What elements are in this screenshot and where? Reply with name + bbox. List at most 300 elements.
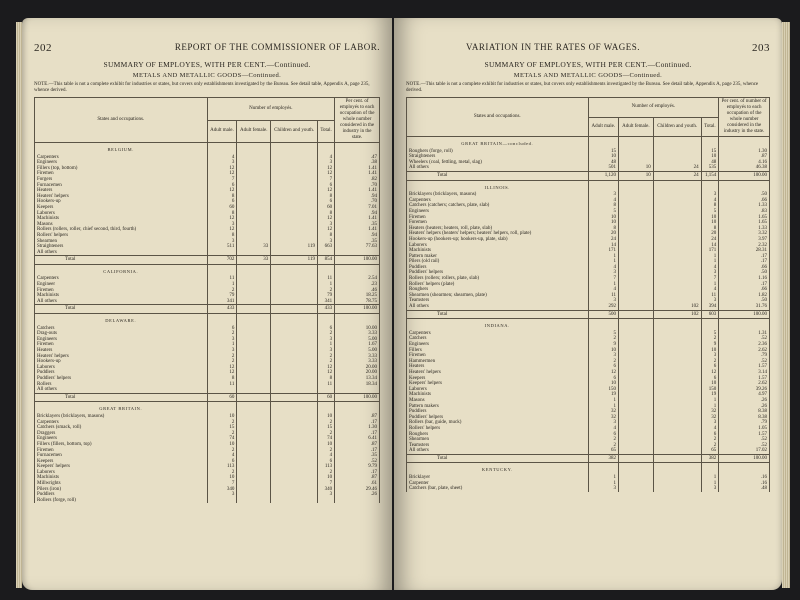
occupation-cell: Roughers <box>407 432 589 438</box>
total-cell: 3 <box>701 486 719 492</box>
occupation-cell: Rollers (forge, roll) <box>35 498 208 504</box>
adult-male-cell: 511 <box>207 244 237 250</box>
total-cell: 48 <box>701 160 719 166</box>
adult-male-cell: 8 <box>588 226 619 232</box>
total-cell: 6 <box>317 326 334 332</box>
adult-male-cell: 7 <box>207 481 237 487</box>
adult-male-cell: 2 <box>588 336 619 342</box>
adult-male-cell: 32 <box>588 409 619 415</box>
adult-male-cell: 2 <box>207 359 237 365</box>
percent-cell: .26 <box>719 398 770 404</box>
percent-cell: 1.31 <box>719 331 770 337</box>
empty-cell <box>237 314 271 326</box>
percent-cell: .17 <box>719 254 770 260</box>
occupation-cell: Furnacemen <box>35 453 208 459</box>
occupation-cell: Keepers <box>407 376 589 382</box>
occupation-cell: Heaters' helpers <box>35 354 208 360</box>
adult-male-cell: 1 <box>588 282 619 288</box>
children-cell <box>653 486 701 492</box>
percent-cell: 1.57 <box>719 376 770 382</box>
occupation-cell: Machinists <box>407 392 589 398</box>
total-cell: 1,154 <box>701 171 719 180</box>
occupation-cell: All others <box>35 299 208 305</box>
total-cell: 3 <box>317 337 334 343</box>
total-label: Total <box>35 305 208 314</box>
total-cell: 4 <box>701 265 719 271</box>
occupation-cell: Laborers <box>35 470 208 476</box>
occupation-cell: Teamsters <box>407 443 589 449</box>
adult-male-cell: 500 <box>588 310 619 319</box>
occupation-cell: Puddlers <box>35 370 208 376</box>
percent-cell: 1.33 <box>719 226 770 232</box>
occupation-cell: Shearmen <box>35 239 208 245</box>
total-cell: 8 <box>317 211 334 217</box>
adult-male-cell: 24 <box>588 237 619 243</box>
adult-male-cell: 10 <box>588 348 619 354</box>
total-cell: 2 <box>701 336 719 342</box>
occupation-cell: Bricklayer <box>407 475 589 481</box>
percent-cell: 1.57 <box>719 364 770 370</box>
adult-female-cell <box>237 305 271 314</box>
percent-cell: .83 <box>719 209 770 215</box>
total-cell: 2 <box>317 331 334 337</box>
total-cell: 10 <box>701 154 719 160</box>
percent-cell: 3.33 <box>335 331 380 337</box>
adult-male-cell: 19 <box>588 392 619 398</box>
adult-male-cell: 3 <box>588 298 619 304</box>
total-cell: 11 <box>317 276 334 282</box>
section-heading-row <box>407 137 770 149</box>
adult-male-cell: 1 <box>588 475 619 481</box>
percent-cell: .17 <box>335 448 380 454</box>
total-cell: 12 <box>317 171 334 177</box>
percent-cell: 18.34 <box>335 382 380 388</box>
percent-cell: .87 <box>719 154 770 160</box>
adult-male-cell: 6 <box>588 432 619 438</box>
adult-male-cell: 292 <box>588 304 619 310</box>
percent-cell: 1.41 <box>335 171 380 177</box>
total-cell: 15 <box>317 425 334 431</box>
adult-female-cell <box>619 310 654 319</box>
empty-cell <box>335 143 380 155</box>
empty-cell <box>271 143 318 155</box>
percent-cell: 1.33 <box>719 203 770 209</box>
adult-male-cell: 2 <box>207 470 237 476</box>
occupation-cell: Rollers (rollers, roller, chief second, third, fourth) <box>35 227 208 233</box>
empty-cell <box>619 137 654 149</box>
percent-cell: 2.54 <box>335 276 380 282</box>
total-cell: 10 <box>317 414 334 420</box>
total-cell: 2 <box>317 448 334 454</box>
total-cell: 3 <box>701 298 719 304</box>
empty-cell <box>701 137 719 149</box>
occupation-cell: Catchers <box>407 336 589 342</box>
percent-cell: .35 <box>335 222 380 228</box>
adult-male-cell: 1 <box>588 404 619 410</box>
empty-cell <box>317 402 334 414</box>
empty-cell <box>588 319 619 331</box>
occupation-cell: Rollers (bar, guide, muck) <box>407 420 589 426</box>
col-children: Children and youth. <box>271 120 318 143</box>
total-cell: 3 <box>317 492 334 498</box>
total-cell: 4 <box>317 453 334 459</box>
empty-cell <box>701 463 719 475</box>
percent-cell: .35 <box>335 239 380 245</box>
section-title: CALIFORNIA. <box>35 264 208 276</box>
occupation-cell: Heaters <box>407 364 589 370</box>
adult-male-cell: 1 <box>588 398 619 404</box>
col-total: Total. <box>317 120 334 143</box>
table-row <box>407 486 770 492</box>
adult-male-cell: 433 <box>207 305 237 314</box>
percent-cell: 1.65 <box>719 220 770 226</box>
occupation-cell: Firemen <box>35 171 208 177</box>
total-cell: 10 <box>317 442 334 448</box>
total-cell: 74 <box>317 436 334 442</box>
empty-cell <box>237 402 271 414</box>
occupation-cell: Drag-outs <box>35 331 208 337</box>
percent-cell: .70 <box>335 183 380 189</box>
occupation-cell: Engineers <box>407 342 589 348</box>
percent-cell: 4.97 <box>719 392 770 398</box>
col-adult-male: Adult male. <box>588 117 619 137</box>
total-cell <box>317 498 334 504</box>
percent-cell: 1.41 <box>335 188 380 194</box>
adult-male-cell: 6 <box>588 376 619 382</box>
right-subtitle: SUMMARY OF EMPLOYES, WITH PER CENT.—Continued. <box>484 60 692 69</box>
section-heading-row <box>407 180 770 192</box>
occupation-cell: Firemen <box>35 342 208 348</box>
adult-male-cell: 11 <box>207 276 237 282</box>
occupation-cell: Pilers (iron) <box>35 487 208 493</box>
percent-cell: 3.33 <box>335 354 380 360</box>
adult-male-cell: 9 <box>588 342 619 348</box>
percent-cell: 8.38 <box>719 415 770 421</box>
percent-cell: .52 <box>719 437 770 443</box>
percent-cell: .16 <box>719 475 770 481</box>
percent-cell: 18.25 <box>335 293 380 299</box>
col-percent: Per cent. of employés to each occupation of the whole number considered in the industry in the state. <box>335 98 380 143</box>
total-cell: 1 <box>317 282 334 288</box>
adult-male-cell: 1 <box>588 259 619 265</box>
occupation-cell: Foremen <box>407 220 589 226</box>
right-page-number: 203 <box>752 42 770 54</box>
total-cell: 1 <box>701 475 719 481</box>
adult-male-cell: 2 <box>207 420 237 426</box>
total-cell: 663 <box>317 244 334 250</box>
percent-cell: 46.38 <box>719 165 770 171</box>
total-row <box>35 393 380 402</box>
empty-cell <box>588 180 619 192</box>
percent-cell: 100.00 <box>719 310 770 319</box>
empty-cell <box>619 180 654 192</box>
total-row <box>35 256 380 265</box>
occupation-cell: Carpenters <box>35 155 208 161</box>
empty-cell <box>207 314 237 326</box>
occupation-cell: Roughers (forge, roll) <box>407 149 589 155</box>
adult-male-cell: 10 <box>588 154 619 160</box>
total-cell: 8 <box>317 233 334 239</box>
section-heading-row <box>35 143 380 155</box>
percent-cell: 100.00 <box>719 171 770 180</box>
percent-cell: 1.67 <box>335 342 380 348</box>
occupation-cell: Draggers <box>35 431 208 437</box>
adult-male-cell: 6 <box>588 364 619 370</box>
adult-male-cell: 1 <box>588 254 619 260</box>
adult-male-cell: 340 <box>207 487 237 493</box>
percent-cell: .26 <box>335 492 380 498</box>
empty-cell <box>335 264 380 276</box>
occupation-cell: Heaters <box>35 348 208 354</box>
percent-cell: 3.97 <box>719 237 770 243</box>
children-cell <box>271 498 318 504</box>
adult-male-cell: 79 <box>207 293 237 299</box>
percent-cell: 1.82 <box>719 293 770 299</box>
percent-cell: 1.30 <box>719 149 770 155</box>
total-row <box>407 454 770 463</box>
empty-cell <box>317 314 334 326</box>
col-total: Total. <box>701 117 719 137</box>
section-title: ILLINOIS. <box>407 180 589 192</box>
section-title: GREAT BRITAIN—concluded. <box>407 137 589 149</box>
occupation-cell: Puddlers <box>407 409 589 415</box>
total-cell: 394 <box>701 304 719 310</box>
open-book <box>22 4 782 596</box>
adult-male-cell: 113 <box>207 464 237 470</box>
empty-cell <box>237 143 271 155</box>
empty-cell <box>653 463 701 475</box>
col-adult-female: Adult female. <box>619 117 654 137</box>
total-cell: 171 <box>701 248 719 254</box>
percent-cell: .52 <box>335 459 380 465</box>
occupation-cell: Puddlers' helpers <box>35 376 208 382</box>
total-cell: 4 <box>701 198 719 204</box>
total-cell: 4 <box>701 426 719 432</box>
empty-cell <box>653 137 701 149</box>
percent-cell: .50 <box>719 192 770 198</box>
adult-female-cell <box>619 486 654 492</box>
total-cell: 382 <box>701 454 719 463</box>
percent-cell: .38 <box>335 160 380 166</box>
total-cell: 12 <box>317 370 334 376</box>
total-cell: 3 <box>701 420 719 426</box>
col-adult-female: Adult female. <box>237 120 271 143</box>
adult-male-cell: 1 <box>207 282 237 288</box>
right-running-head: VARIATION IN THE RATES OF WAGES. <box>466 42 641 52</box>
percent-cell: .23 <box>335 282 380 288</box>
adult-male-cell: 8 <box>207 233 237 239</box>
occupation-cell: All others <box>35 250 208 256</box>
empty-cell <box>335 314 380 326</box>
total-cell: 3 <box>317 348 334 354</box>
adult-male-cell: 10 <box>207 475 237 481</box>
occupation-cell: Firemen <box>407 215 589 221</box>
empty-cell <box>271 264 318 276</box>
total-label: Total <box>35 393 208 402</box>
adult-male-cell: 3 <box>207 239 237 245</box>
occupation-cell: Heaters' helpers <box>407 370 589 376</box>
adult-male-cell: 5 <box>588 331 619 337</box>
total-cell: 854 <box>317 256 334 265</box>
adult-male-cell: 12 <box>588 370 619 376</box>
adult-male-cell: 8 <box>207 211 237 217</box>
section-title: INDIANA. <box>407 319 589 331</box>
section-title: DELAWARE. <box>35 314 208 326</box>
adult-male-cell: 2 <box>207 354 237 360</box>
adult-male-cell: 60 <box>207 393 237 402</box>
total-cell: 2 <box>701 437 719 443</box>
adult-male-cell: 3 <box>588 353 619 359</box>
adult-male-cell: 3 <box>588 192 619 198</box>
percent-cell: 8.38 <box>719 409 770 415</box>
total-cell: 15 <box>701 149 719 155</box>
total-cell: 9 <box>701 342 719 348</box>
adult-male-cell: 15 <box>588 149 619 155</box>
percent-cell: 13.34 <box>335 376 380 382</box>
adult-male-cell: 4 <box>207 453 237 459</box>
adult-male-cell: 6 <box>207 326 237 332</box>
col-occupation: States and occupations. <box>407 98 589 137</box>
percent-cell: 3.33 <box>335 359 380 365</box>
total-cell: 10 <box>701 220 719 226</box>
percent-cell: .94 <box>335 233 380 239</box>
adult-male-cell: 4 <box>588 265 619 271</box>
adult-male-cell: 32 <box>588 415 619 421</box>
adult-male-cell: 1 <box>588 481 619 487</box>
percent-cell: .66 <box>719 198 770 204</box>
adult-male-cell: 501 <box>588 165 619 171</box>
occupation-cell: Engineer <box>35 282 208 288</box>
right-page-content <box>406 42 770 582</box>
occupation-cell: Heaters (heaters; heaters, roll, plate, slab) <box>407 226 589 232</box>
occupation-cell: Bricklayers (bricklayers, masons) <box>35 414 208 420</box>
occupation-cell: Hookers-up (hookers-up; hookers-up, plate, slab) <box>407 237 589 243</box>
percent-cell: .79 <box>719 353 770 359</box>
adult-male-cell: 10 <box>588 381 619 387</box>
percent-cell: .50 <box>719 298 770 304</box>
percent-cell: 1.41 <box>335 216 380 222</box>
adult-male-cell: 12 <box>207 166 237 172</box>
total-cell: 1 <box>701 481 719 487</box>
occupation-cell: Pilers (old rail) <box>407 259 589 265</box>
adult-male-cell: 2 <box>207 331 237 337</box>
adult-male-cell: 1 <box>207 342 237 348</box>
percent-cell: .94 <box>335 194 380 200</box>
occupation-cell: Hookers-up <box>35 199 208 205</box>
percent-cell: .17 <box>719 282 770 288</box>
col-percent: Per cent. of number of employés to each occupation of the whole number considered in the industry in the state. <box>719 98 770 137</box>
total-row <box>35 305 380 314</box>
total-cell: 8 <box>701 226 719 232</box>
total-cell: 5 <box>701 209 719 215</box>
adult-male-cell: 4 <box>588 198 619 204</box>
adult-female-cell: 10 <box>619 165 654 171</box>
adult-male-cell: 6 <box>207 459 237 465</box>
total-cell: 3 <box>701 192 719 198</box>
percent-cell: 2.36 <box>719 342 770 348</box>
percent-cell: 1.05 <box>719 426 770 432</box>
col-children: Children and youth. <box>653 117 701 137</box>
total-cell: 1 <box>317 342 334 348</box>
occupation-cell: Firemen <box>35 448 208 454</box>
adult-male-cell: 10 <box>207 414 237 420</box>
col-group: Number of employés. <box>588 98 719 118</box>
total-cell: 79 <box>317 293 334 299</box>
occupation-cell: Masons <box>35 222 208 228</box>
adult-male-cell: 10 <box>588 220 619 226</box>
adult-male-cell: 65 <box>588 448 619 454</box>
percent-cell: 2.62 <box>719 381 770 387</box>
total-cell: 19 <box>701 392 719 398</box>
adult-female-cell: 10 <box>619 171 654 180</box>
adult-male-cell <box>207 498 237 504</box>
adult-male-cell: 20 <box>588 231 619 237</box>
percent-cell: 2.32 <box>719 243 770 249</box>
occupation-cell: Roughers <box>407 287 589 293</box>
adult-male-cell: 6 <box>207 199 237 205</box>
occupation-cell: Pattern makers <box>407 404 589 410</box>
percent-cell: .52 <box>719 443 770 449</box>
adult-male-cell: 48 <box>588 160 619 166</box>
occupation-cell: Carpenters <box>407 331 589 337</box>
total-cell: 1 <box>701 254 719 260</box>
percent-cell: 28.31 <box>719 248 770 254</box>
adult-male-cell: 6 <box>207 183 237 189</box>
percent-cell <box>335 498 380 504</box>
total-row <box>407 171 770 180</box>
occupation-cell: Firemen <box>407 353 589 359</box>
adult-male-cell: 8 <box>207 376 237 382</box>
total-cell: 8 <box>317 194 334 200</box>
percent-cell: 20.00 <box>335 370 380 376</box>
right-running-header <box>406 42 770 54</box>
percent-cell: 29.46 <box>335 487 380 493</box>
percent-cell: 100.00 <box>335 393 380 402</box>
adult-male-cell: 8 <box>588 203 619 209</box>
percent-cell: .94 <box>335 211 380 217</box>
percent-cell: .87 <box>335 475 380 481</box>
adult-male-cell: 382 <box>588 454 619 463</box>
empty-cell <box>317 143 334 155</box>
empty-cell <box>701 180 719 192</box>
occupation-cell: Puddlers <box>407 265 589 271</box>
empty-cell <box>701 319 719 331</box>
children-cell: 24 <box>653 171 701 180</box>
adult-male-cell: 3 <box>588 270 619 276</box>
occupation-cell: Straighteners <box>35 244 208 250</box>
percent-cell: .16 <box>719 481 770 487</box>
percent-cell: .82 <box>335 177 380 183</box>
occupation-cell: Machinists <box>407 248 589 254</box>
adult-male-cell: 2 <box>588 437 619 443</box>
children-cell <box>271 305 318 314</box>
right-note: NOTE.—This table is not a complete exhibit for industries or states, but covers only establishments investigated by the Bureau. See detail table, Appendix A, page 235, whence derived. <box>406 82 759 93</box>
empty-cell <box>719 463 770 475</box>
total-cell: 3 <box>701 270 719 276</box>
occupation-cell: Fillers <box>407 348 589 354</box>
empty-cell <box>207 264 237 276</box>
total-label: Total <box>407 310 589 319</box>
empty-cell <box>719 180 770 192</box>
percent-cell: .17 <box>719 259 770 265</box>
total-cell: 2 <box>317 359 334 365</box>
adult-female-cell <box>237 393 271 402</box>
adult-male-cell: 12 <box>207 370 237 376</box>
occupation-cell: Rollers' helpers (plate) <box>407 282 589 288</box>
percent-cell: .87 <box>335 442 380 448</box>
adult-male-cell: 4 <box>588 426 619 432</box>
section-heading-row <box>35 264 380 276</box>
